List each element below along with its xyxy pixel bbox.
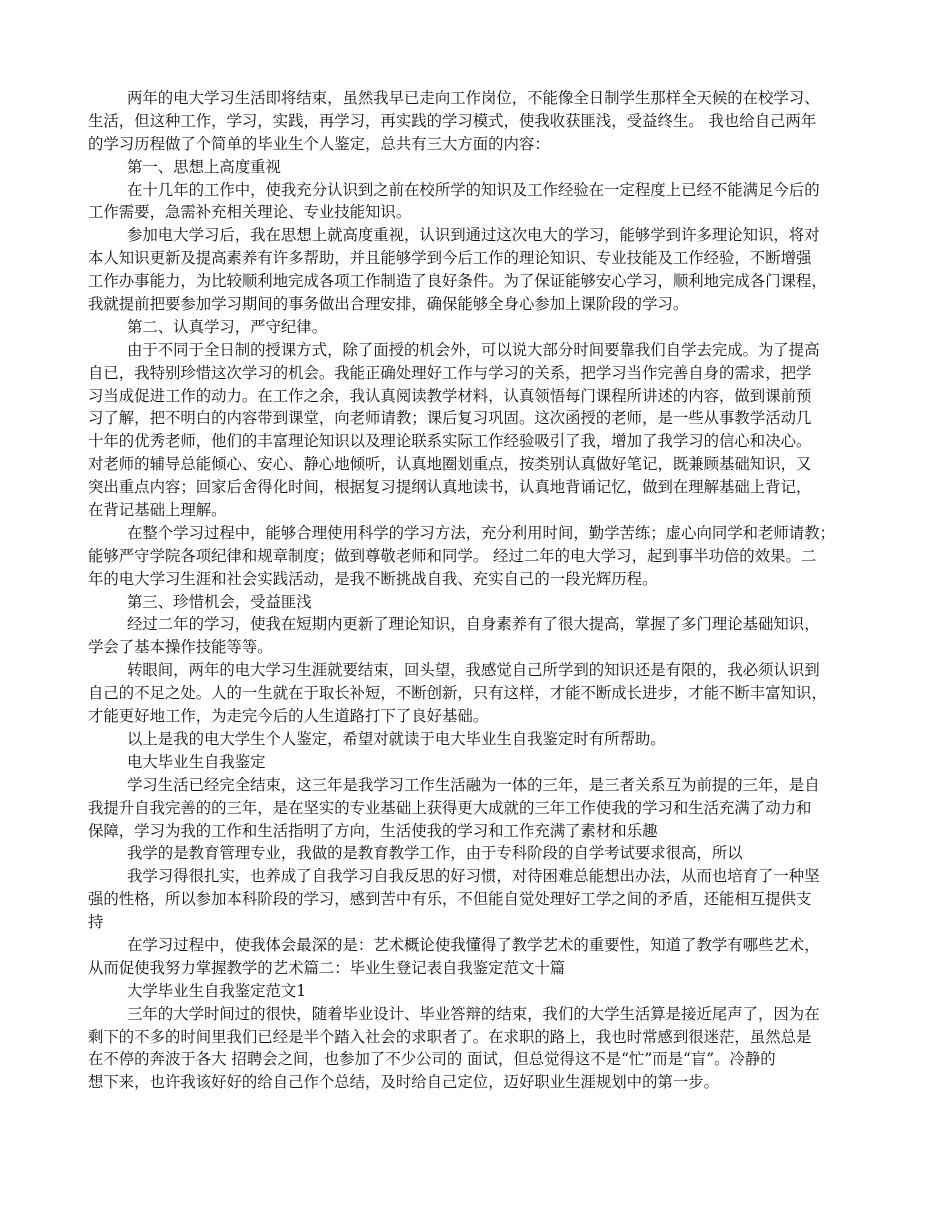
text-line: 学习生活已经完全结束，这三年是我学习工作生活融为一体的三年，是三者关系互为前提的三年，是自 (127, 775, 820, 794)
text-line: 学会了基本操作技能等等。 (88, 638, 273, 657)
text-line: 习当成促进工作的动力。在工作之余，我认真阅读教学材料，认真领悟每门课程所讲述的内容，做到课前预 (88, 386, 812, 405)
text-line: 从而促使我努力掌握教学的艺术篇二：毕业生登记表自我鉴定范文十篇 (88, 958, 566, 977)
text-line: 才能更好地工作，为走完今后的人生道路打下了良好基础。 (88, 707, 489, 726)
text-line: 年的电大学习生涯和社会实践活动，是我不断挑战自我、充实自己的一段光辉历程。 (88, 569, 658, 588)
text-line: 电大毕业生自我鉴定 (127, 752, 266, 771)
document-body (88, 87, 868, 1094)
text-line: 的学习历程做了个简单的毕业生个人鉴定，总共有三大方面的内容： (88, 134, 550, 153)
text-line: 工作办事能力，为比较顺利地完成各项工作制造了良好条件。为了保证能够安心学习，顺利地完成各门课程， (88, 272, 827, 291)
text-line: 转眼间，两年的电大学习生涯就要结束，回头望，我感觉自己所学到的知识还是有限的，我必须认识到 (127, 661, 820, 680)
text-line: 工作需要，急需补充相关理论、专业技能知识。 (88, 203, 412, 222)
text-line: 第二、认真学习，严守纪律。 (127, 317, 328, 336)
text-line: 十年的优秀老师，他们的丰富理论知识以及理论联系实际工作经验吸引了我，增加了我学习的信心和决心。 (88, 432, 812, 451)
text-line: 第三、珍惜机会，受益匪浅 (127, 592, 312, 611)
text-line: 对老师的辅导总能倾心、安心、静心地倾听，认真地圈划重点，按类别认真做好笔记，既兼顾基础知识，又 (88, 455, 812, 474)
text-line: 本人知识更新及提高素养有许多帮助，并且能够学到今后工作的理论知识、专业技能及工作经验，不断增强 (88, 249, 812, 268)
text-line: 我提升自我完善的的三年，是在坚实的专业基础上获得更大成就的三年工作使我的学习和生活充满了动力和 (88, 798, 812, 817)
text-line: 我学习得很扎实，也养成了自我学习自我反思的好习惯，对待困难总能想出办法，从而也培育了一种坚 (127, 867, 820, 886)
text-line: 突出重点内容；回家后舍得化时间，根据复习提纲认真地读书，认真地背诵记忆，做到在理解基础上背记， (88, 478, 812, 497)
text-line: 由于不同于全日制的授课方式，除了面授的机会外，可以说大部分时间要靠我们自学去完成。为了提高 (127, 340, 820, 359)
text-line: 保障，学习为我的工作和生活指明了方向，生活使我的学习和工作充满了素材和乐趣 (88, 821, 658, 840)
text-line: 能够严守学院各项纪律和规章制度；做到尊敬老师和同学。 经过二年的电大学习，起到事半功倍的效果。二 (88, 546, 817, 565)
text-line: 剩下的不多的时间里我们已经是半个踏入社会的求职者了。在求职的路上，我也时常感到很迷茫，虽然总是 (88, 1027, 812, 1046)
text-line: 在整个学习过程中，能够合理使用科学的学习方法，充分利用时间，勤学苦练；虚心向同学和老师请教； (127, 523, 835, 542)
text-line: 强的性格，所以参加本科阶段的学习，感到苦中有乐，不但能自觉处理好工学之间的矛盾，还能相互提供支 (88, 890, 812, 909)
text-line: 持 (88, 913, 104, 932)
text-line: 以上是我的电大学生个人鉴定，希望对就读于电大毕业生自我鉴定时有所帮助。 (127, 729, 666, 748)
text-line: 生活，但这种工作，学习，实践，再学习，再实践的学习模式，使我收获匪浅，受益终生。 我也给自己两年 (88, 111, 817, 130)
text-line: 我就提前把要参加学习期间的事务做出合理安排，确保能够全身心参加上课阶段的学习。 (88, 295, 689, 314)
text-line: 在十几年的工作中，使我充分认识到之前在校所学的知识及工作经验在一定程度上已经不能满足今后的 (127, 180, 820, 199)
text-line: 在学习过程中，使我体会最深的是：艺术概论使我懂得了教学艺术的重要性，知道了教学有哪些艺术， (127, 935, 820, 954)
text-line: 习了解，把不明白的内容带到课堂，向老师请教；课后复习巩固。这次函授的老师，是一些从事教学活动几 (88, 409, 812, 428)
text-line: 自已，我特别珍惜这次学习的机会。我能正确处理好工作与学习的关系，把学习当作完善自身的需求，把学 (88, 363, 812, 382)
text-line: 自己的不足之处。人的一生就在于取长补短，不断创新，只有这样，才能不断成长进步，才能不断丰富知识， (88, 684, 827, 703)
text-line: 想下来，也许我该好好的给自己作个总结，及时给自己定位，迈好职业生涯规划中的第一步。 (88, 1073, 720, 1092)
text-line: 第一、思想上高度重视 (127, 157, 281, 176)
text-line: 在不停的奔波于各大 招聘会之间，也参加了不少公司的 面试，但总觉得这不是“忙”而是“盲”。冷静的 (88, 1050, 776, 1069)
text-line: 三年的大学时间过的很快，随着毕业设计、毕业答辩的结束，我们的大学生活算是接近尾声了，因为在 (127, 1004, 820, 1023)
text-line: 参加电大学习后，我在思想上就高度重视，认识到通过这次电大的学习，能够学到许多理论知识，将对 (127, 226, 820, 245)
text-line: 两年的电大学习生活即将结束，虽然我早已走向工作岗位，不能像全日制学生那样全天候的在校学习、 (127, 89, 820, 107)
text-line: 在背记基础上理解。 (88, 501, 227, 520)
text-line: 大学毕业生自我鉴定范文1 (127, 981, 307, 1000)
text-line: 我学的是教育管理专业，我做的是教育教学工作，由于专科阶段的自学考试要求很高，所以 (127, 844, 743, 863)
text-line: 经过二年的学习，使我在短期内更新了理论知识，自身素养有了很大提高，掌握了多门理论基础知识， (127, 615, 820, 634)
